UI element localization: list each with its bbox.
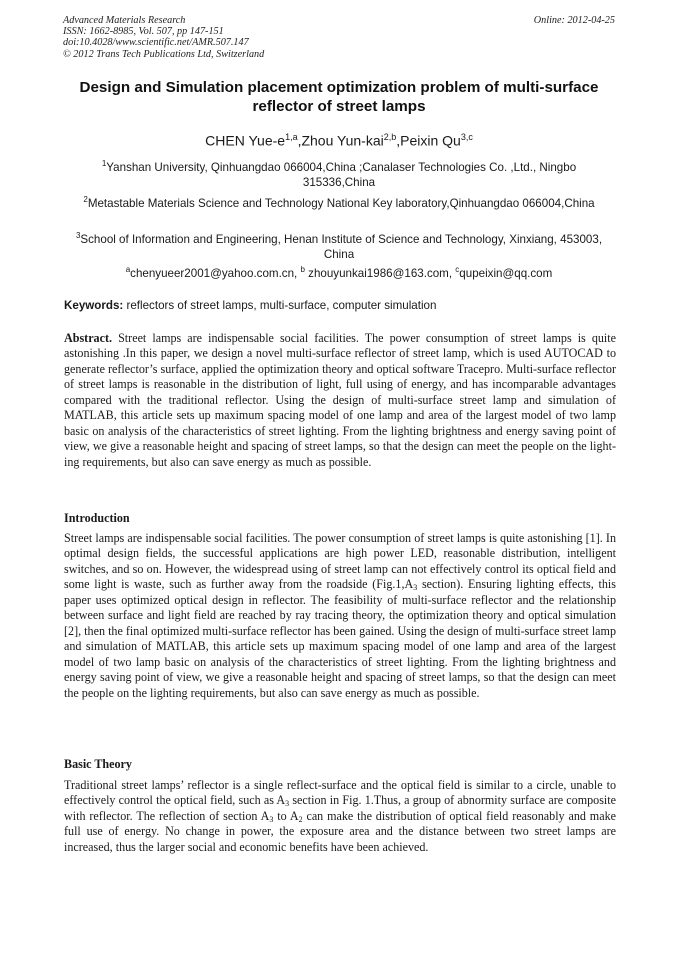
author-affil-mark: 3,c [460, 132, 473, 142]
affiliation-1 [74, 156, 604, 190]
abstract-text: Street lamps are indispensable social facilities. The power consumption of street lamps is quite astonishing .In this paper, we design a novel multi-surface reflector of street lamp, which is used AUTOCAD to generate reflector’s surface, applied the optimization theory and optical software Tracepro. Multi-surface reflector of street lamps is reasonable in the distribution of light, full using of energy, and has incomparable advantages compared with the traditional reflector. Using the design of multi-surface street lamp and simulation of MATLAB, this article sets up maximum spacing model of one lamp and area of the largest model of two lamp basic on analysis of the characteristics of street lighting. From the lighting brightness and energy saving point of view, we give a reasonable height and spacing of street lamps, so that the design can meet the people on the lighting requirements, but also can save energy as much as possible. [64, 331, 616, 469]
author-name: Zhou Yun-kai [301, 132, 384, 149]
subscript: 3 [285, 799, 290, 809]
paragraph-text: section in Fig. 1.Thus, a group of abnormity surface are composite with reflector. The reflection of section A [64, 793, 616, 823]
paragraph-text: section). Ensuring lighting effects, this paper uses optimized optical design in reflector. The feasibility of multi-surface reflector and the relationship between surface and light field are reached by ray tracing theory, the optimization theory and optical simulation [2], then the final optimized multi-surface reflector has been gained. Using the design of multi-surface street lamp and simulation of MATLAB, this article sets up maximum spacing model of one lamp and area of the largest model of two lamp basic on analysis of the characteristics of street lighting. From the lighting brightness and energy saving point of view, we give a reasonable height and spacing of street lamps, so that the design can meet the people on the lighting requirements, but also can save energy as much as possible. [64, 577, 616, 700]
email-mark: c [455, 265, 460, 274]
author-name: CHEN Yue-e [205, 132, 286, 149]
journal-name: Advanced Materials Research [63, 15, 186, 26]
author-affil-mark: 2,b [383, 132, 397, 142]
journal-issn: ISSN: 1662-8985, Vol. 507, pp 147-151 [63, 26, 224, 38]
abstract-paragraph [64, 331, 616, 470]
paper-title: Design and Simulation placement optimization problem of multi-surface reflector of street lamps [79, 79, 599, 115]
author-separator: , [297, 132, 302, 149]
paragraph-text: Traditional street lamps’ reflector is a single reflect-surface and the optical field is similar to a circle, unable to effectively control the optical field, such as A [64, 778, 616, 808]
basic-theory-paragraph [64, 778, 616, 855]
online-date: Online: 2012-04-25 [533, 15, 615, 26]
affiliation-number: 3 [75, 231, 81, 240]
affiliation-3 [74, 228, 604, 262]
email-address[interactable]: chenyueer2001@yahoo.com.cn, [130, 266, 301, 280]
subscript: 2 [298, 814, 303, 824]
abstract-label: Abstract. [64, 331, 113, 345]
affiliation-text: Yanshan University, Qinhuangdao 066004,China ;Canalaser Technologies Co. ,Ltd., Ningbo 315336,China [106, 160, 577, 189]
affiliation-text: School of Information and Engineering, Henan Institute of Science and Technology, Xinxiang, 453003, China [80, 232, 603, 261]
affiliation-2 [74, 192, 604, 211]
keywords-text: reflectors of street lamps, multi-surface, computer simulation [123, 299, 437, 312]
journal-doi: doi:10.4028/www.scientific.net/AMR.507.147 [63, 37, 249, 49]
email-address[interactable]: qupeixin@qq.com [459, 266, 553, 280]
affiliation-number: 2 [83, 195, 88, 204]
keywords-label: Keywords: [64, 299, 124, 312]
email-mark: a [125, 265, 131, 274]
email-mark: b [300, 265, 305, 274]
journal-header [63, 15, 615, 60]
subscript: 3 [413, 583, 418, 593]
author-separator: , [396, 132, 401, 149]
section-heading-basic-theory: Basic Theory [64, 757, 132, 771]
paragraph-text: can make the distribution of optical field reasonably and make full use of energy. No change in power, the exposure area and the distance between two street lamps are increased, thus the larger social and economic benefits have been achieved. [64, 808, 616, 854]
paragraph-text: Street lamps are indispensable social facilities. The power consumption of street lamps is quite astonishing [1]. In optimal design fields, the successful applications are high power LED, reasonable distribution, intelligent switches, and so on. However, the widespread using of street lamp can not effectively control its optical field and some light is waste, such as further away from the roadside (Fig.1,A [64, 531, 616, 592]
affiliation-number: 1 [101, 159, 107, 168]
journal-copyright: © 2012 Trans Tech Publications Ltd, Switzerland [63, 48, 265, 60]
author-list [64, 128, 614, 150]
introduction-paragraph [64, 531, 616, 701]
paragraph-text: to A [273, 808, 299, 823]
email-list [74, 262, 604, 281]
author-affil-mark: 1,a [285, 132, 298, 142]
affiliation-text: Metastable Materials Science and Technology National Key laboratory,Qinhuangdao 066004,China [87, 196, 595, 210]
email-address[interactable]: zhouyunkai1986@163.com, [304, 266, 456, 280]
subscript: 3 [269, 814, 274, 824]
author-name: Peixin Qu [400, 132, 461, 149]
keywords-line [64, 298, 616, 313]
section-heading-introduction: Introduction [64, 511, 130, 525]
